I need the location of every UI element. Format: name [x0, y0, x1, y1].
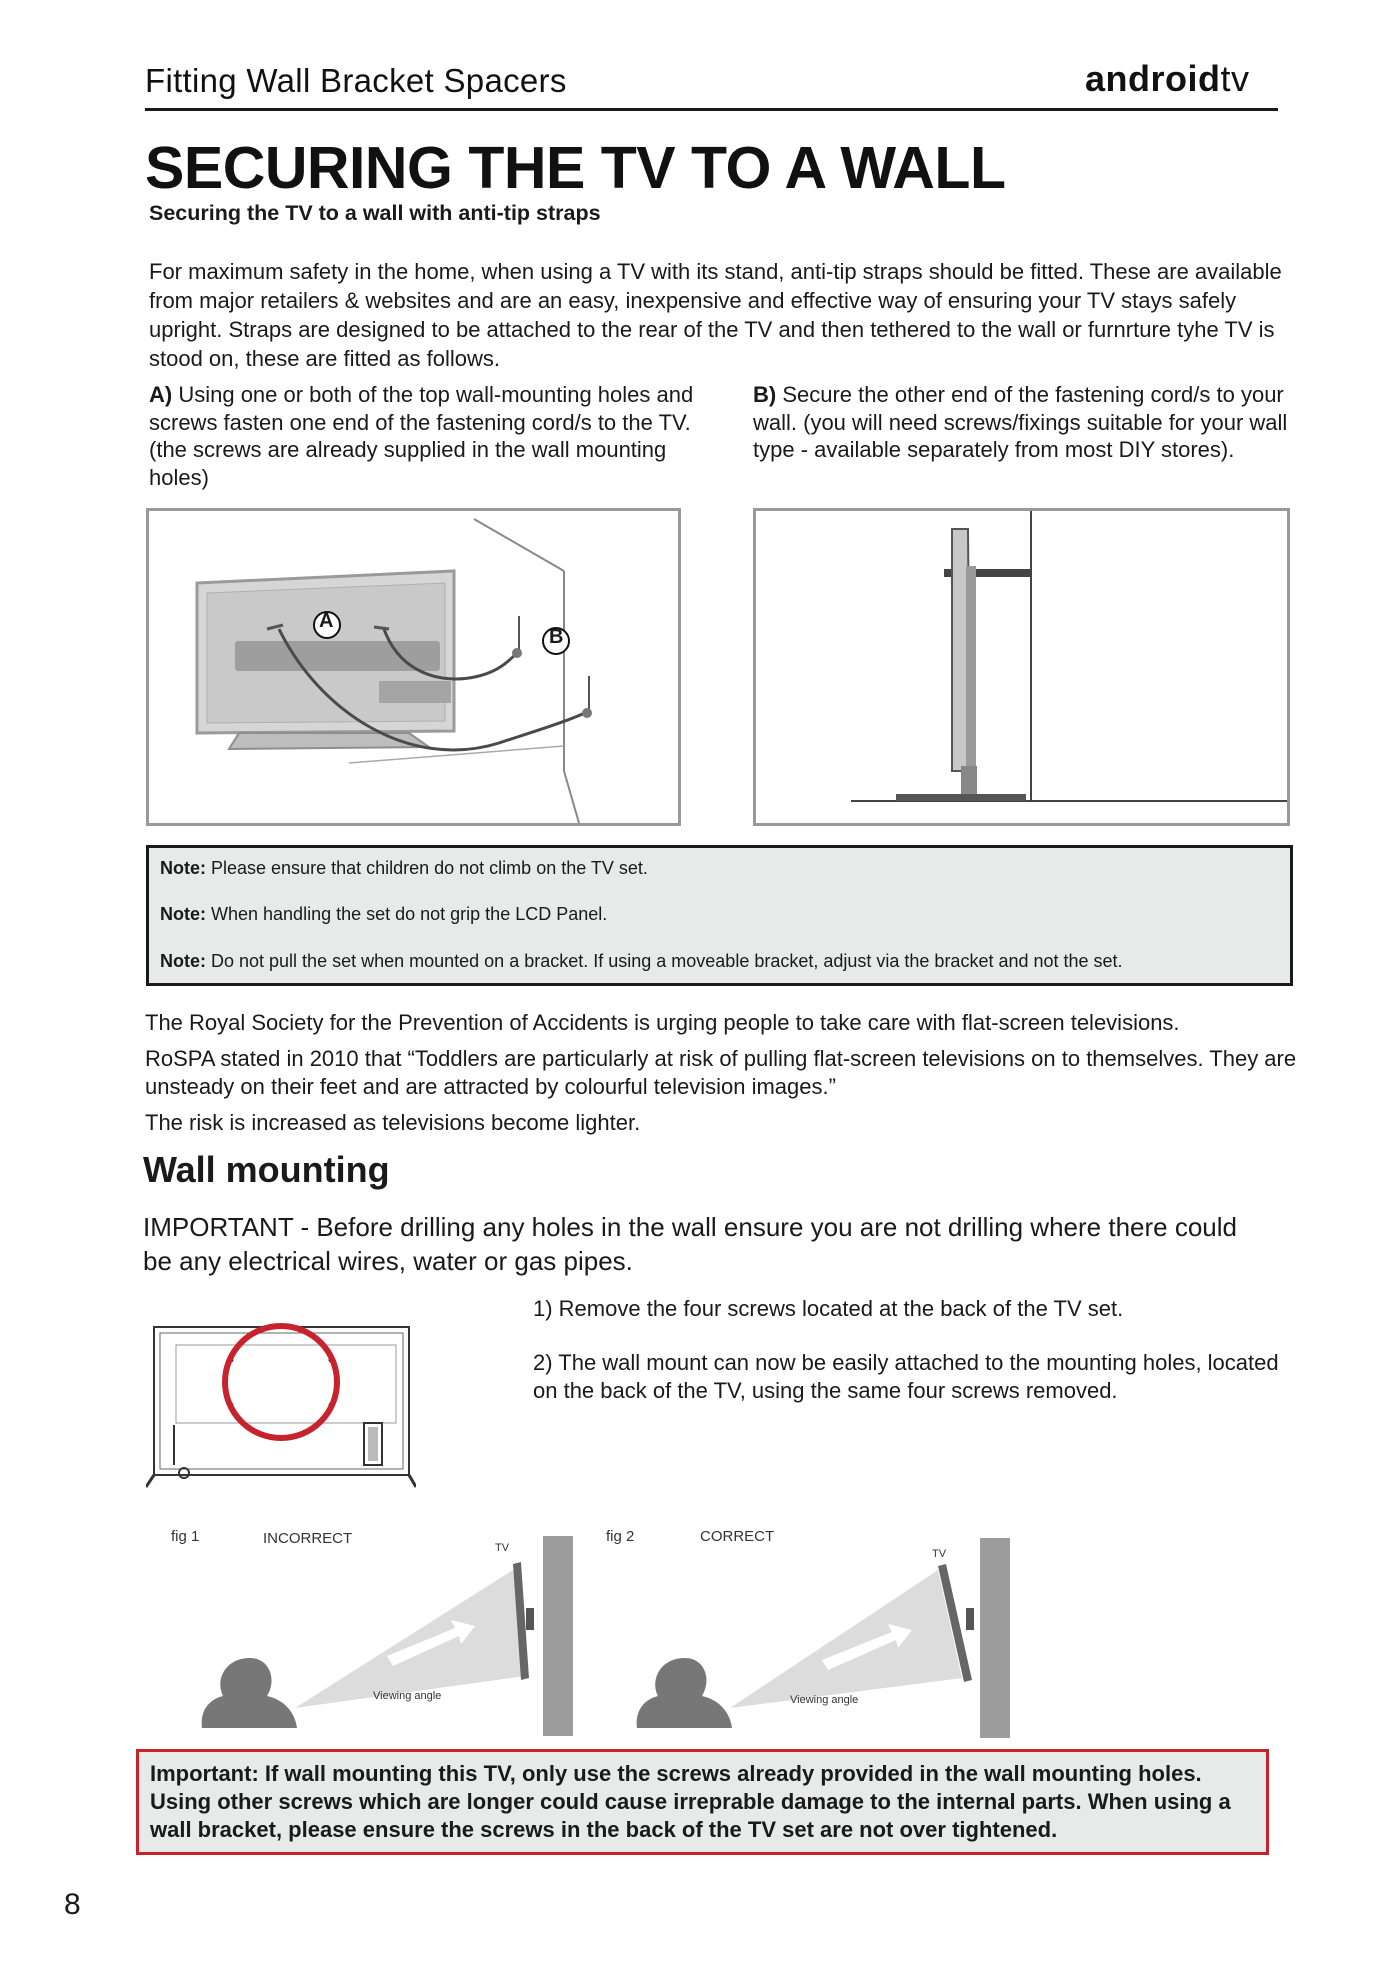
fig2-state: CORRECT — [700, 1528, 775, 1545]
fig1-state: INCORRECT — [263, 1530, 353, 1547]
fig2-correct — [580, 1528, 1020, 1738]
drilling-warning: IMPORTANT - Before drilling any holes in the wall ensure you are not drilling where there could be any electrical wires, water or gas pipes. — [143, 1212, 1237, 1276]
header-divider — [145, 108, 1278, 111]
label-b: B — [549, 626, 564, 648]
tv-back-drawing — [146, 1305, 416, 1495]
subtitle: Securing the TV to a wall with anti-tip straps — [149, 201, 601, 225]
fig1-tv-label: TV — [495, 1542, 510, 1554]
fig2-drawing — [580, 1528, 1020, 1738]
fig2-angle-label: Viewing angle — [790, 1694, 859, 1706]
tv-back-diagram — [146, 1305, 416, 1495]
wall-step-2: 2) The wall mount can now be easily attached to the mounting holes, located on the back of the TV, using the same four screws removed. — [533, 1350, 1279, 1403]
screw-warning-text: Important: If wall mounting this TV, only use the screws already provided in the wall mounting holes. Using other screws which are longer could cause irreprable damage to the internal parts. When using a wall bracket, please ensure the screws in the back of the TV set are not over tightened. — [150, 1761, 1231, 1842]
rospa-paragraph-3: The risk is increased as televisions become lighter. — [145, 1110, 641, 1135]
note-3: Note: Do not pull the set when mounted on a bracket. If using a moveable bracket, adjust via the bracket and not the set. — [160, 951, 1123, 971]
androidtv-logo: androidtv — [1085, 58, 1250, 99]
side-view-illustration — [753, 508, 1290, 826]
notes-box — [146, 845, 1293, 986]
fig2-label: fig 2 — [606, 1528, 635, 1545]
fig1-label: fig 1 — [171, 1528, 200, 1545]
note-2: Note: When handling the set do not grip the LCD Panel. — [160, 904, 608, 924]
fig1-angle-label: Viewing angle — [373, 1690, 442, 1702]
rospa-paragraph-1: The Royal Society for the Prevention of Accidents is urging people to take care with flat-screen televisions. — [145, 1010, 1180, 1035]
page-title: SECURING THE TV TO A WALL — [145, 135, 1006, 201]
side-view-drawing — [756, 511, 1287, 823]
step-a-text: A) Using one or both of the top wall-mounting holes and screws fasten one end of the fastening cord/s to the TV. (the screws are already supplied in the wall mounting holes) — [149, 382, 694, 490]
screw-warning-box — [136, 1749, 1269, 1855]
fig2-tv-label: TV — [932, 1548, 947, 1560]
note-1: Note: Please ensure that children do not climb on the TV set. — [160, 858, 648, 878]
fig1-incorrect — [145, 1528, 585, 1738]
section-title: Fitting Wall Bracket Spacers — [145, 62, 567, 99]
wall-mounting-heading: Wall mounting — [143, 1149, 390, 1190]
label-a: A — [319, 610, 334, 632]
strap-illustration-drawing — [149, 511, 678, 823]
step-b-text: B) Secure the other end of the fastening cord/s to your wall. (you will need screws/fixings suitable for your wall type - available separately from most DIY stores). — [753, 382, 1288, 462]
page-number: 8 — [64, 1888, 81, 1921]
intro-paragraph: For maximum safety in the home, when using a TV with its stand, anti-tip straps should be fitted. These are available from major retailers & websites and are an easy, inexpensive and effective way of ensuring your TV stays safely upright. Straps are designed to be attached to the rear of the TV and then tethered to the wall or furnrture tyhe TV is stood on, these are fitted as follows. — [149, 259, 1282, 371]
rospa-paragraph-2: RoSPA stated in 2010 that “Toddlers are particularly at risk of pulling flat-screen televisions on to themselves. They are unsteady on their feet and are attracted by colourful television images.” — [145, 1046, 1297, 1099]
strap-illustration — [146, 508, 681, 826]
wall-step-1: 1) Remove the four screws located at the back of the TV set. — [533, 1296, 1124, 1321]
fig1-drawing — [145, 1528, 585, 1738]
